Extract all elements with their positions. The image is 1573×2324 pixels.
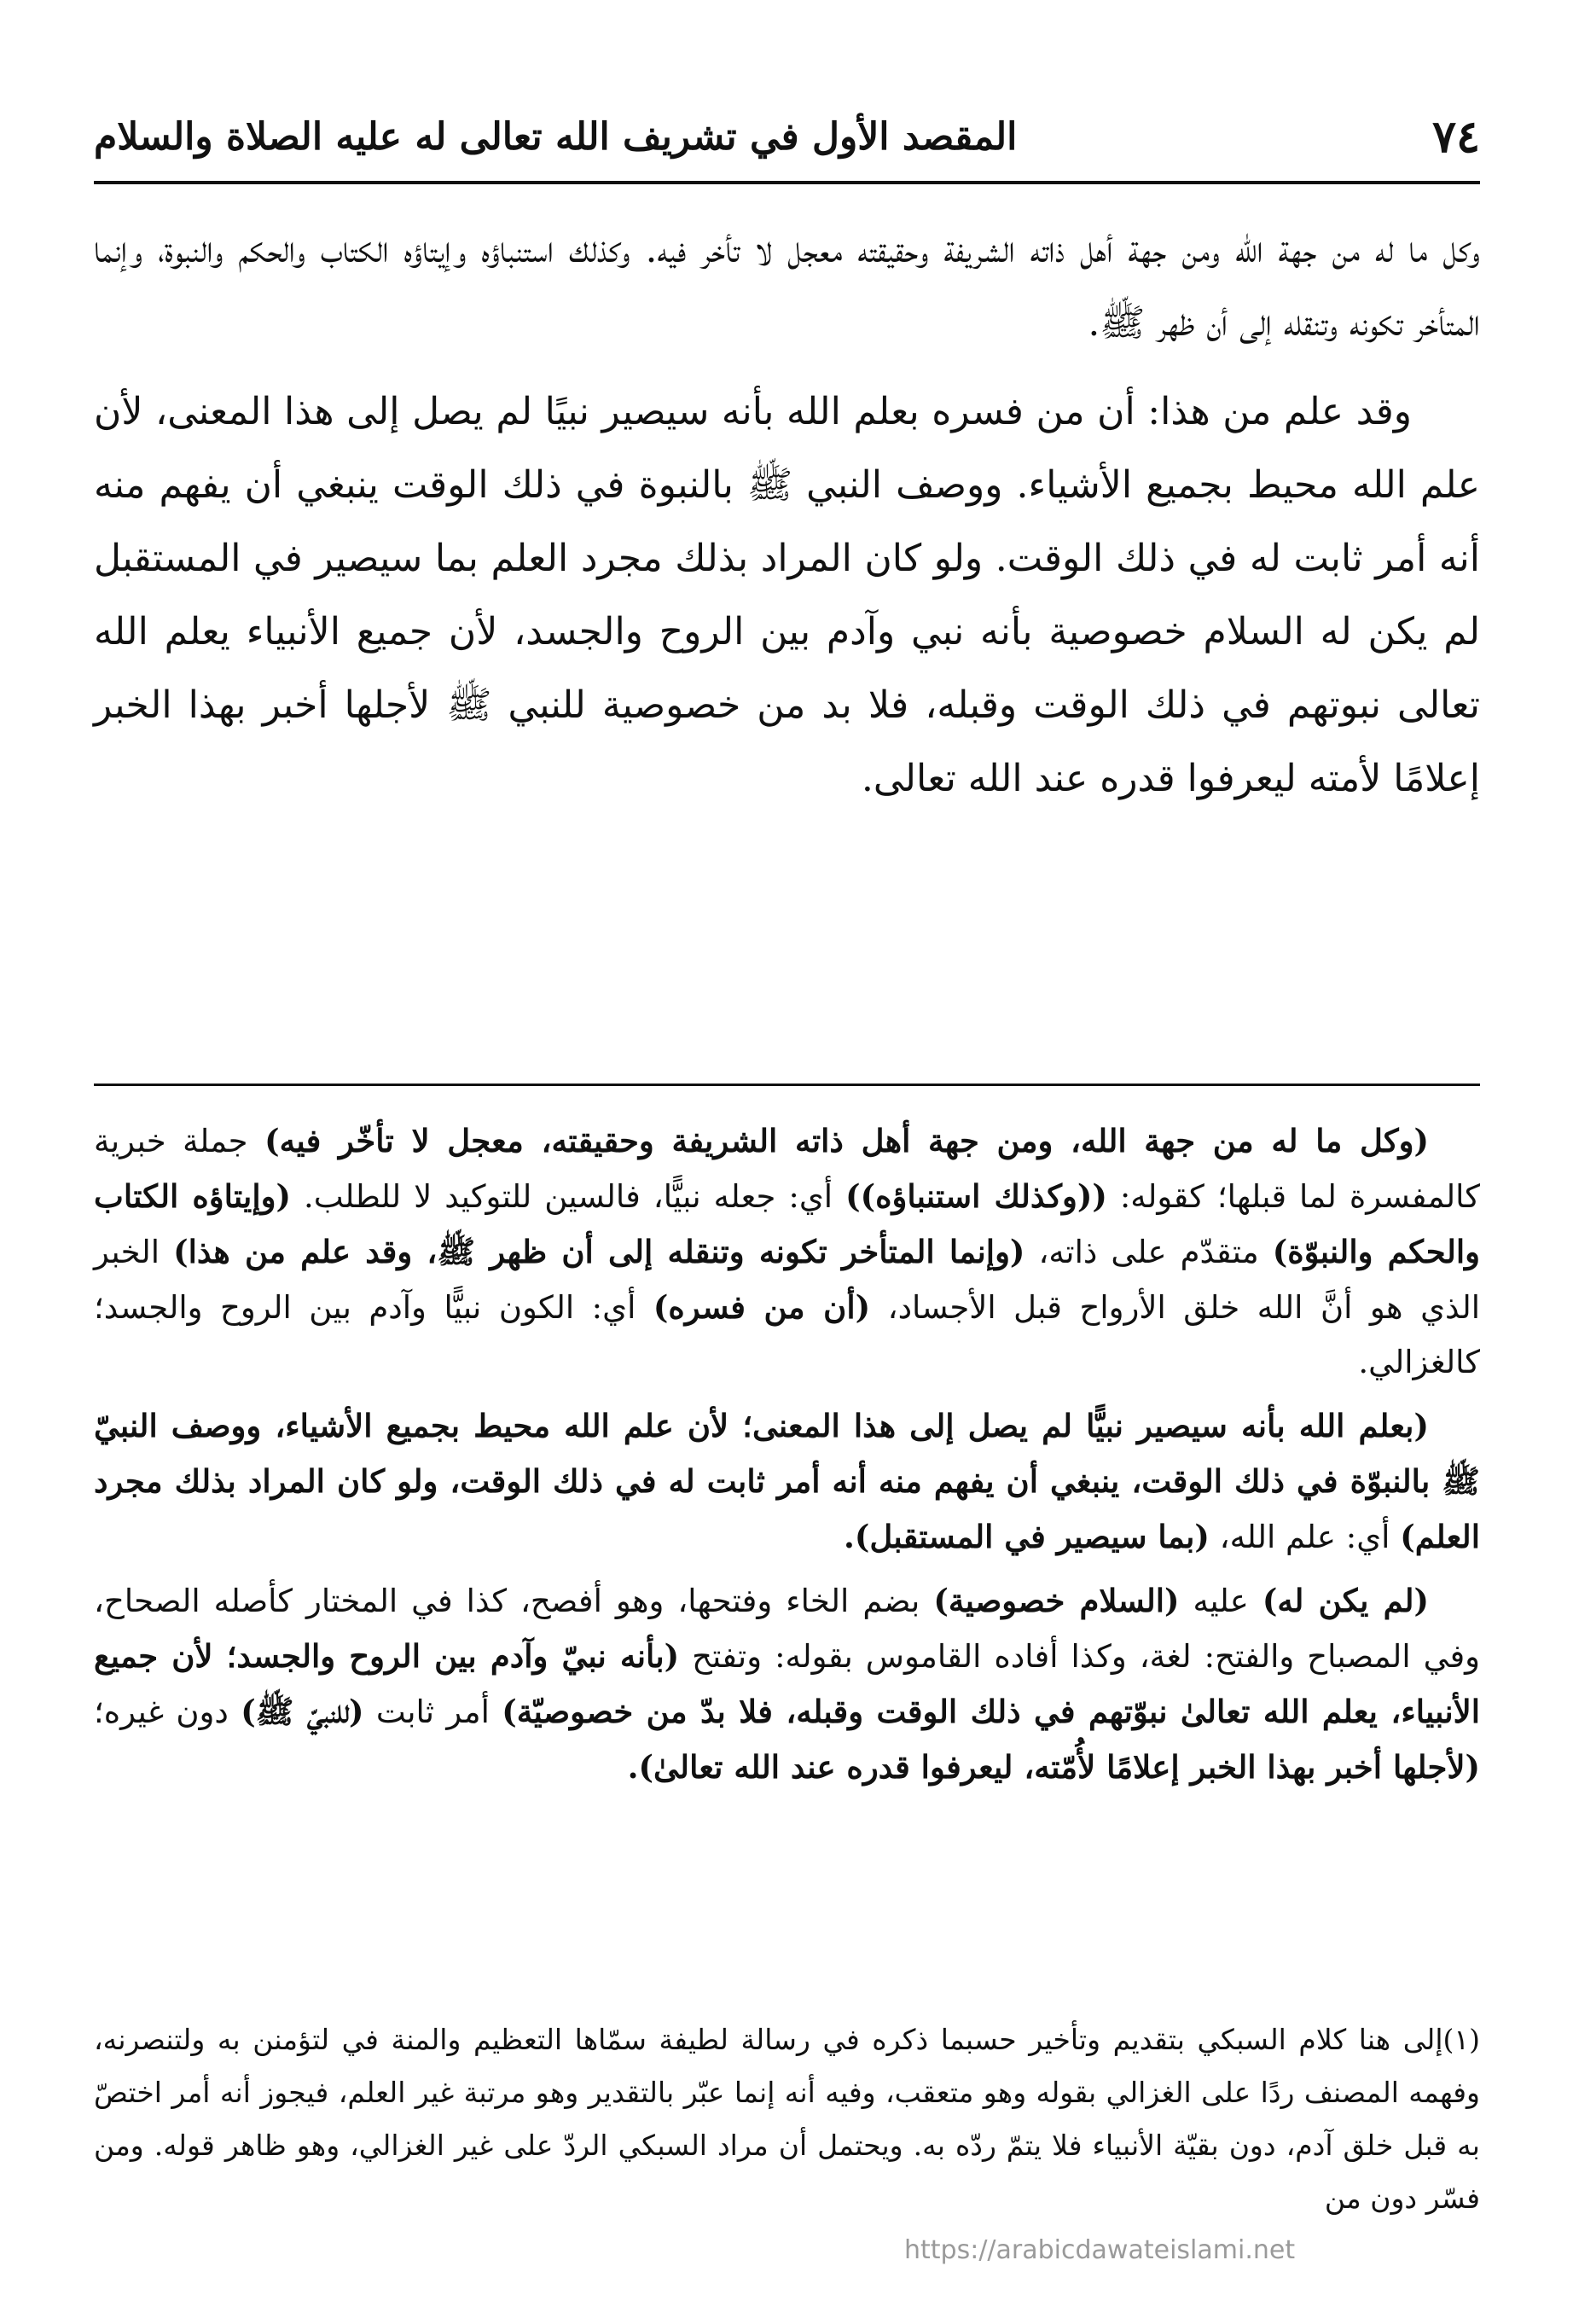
commentary-paragraph-3 (94, 1573, 1480, 1795)
commentary-divider (94, 1084, 1480, 1086)
quoted-text: (لأجلها أخبر بهذا الخبر إعلامًا لأُمّته، ليعرفوا قدره عند الله تعالىٰ). (627, 1748, 1480, 1786)
watermark-url: https://arabicdawateislami.net (904, 2235, 1296, 2265)
quoted-text: (بعلم الله بأنه سيصير نبيًّا لم يصل إلى هذا المعنى؛ لأن علم الله محيط بجميع الأشياء، ووصف النبيّ ﷺ بالنبوّة في ذلك الوقت، ينبغي أن يفهم منه أنه أمر ثابت له في ذلك الوقت، ولو كان المراد بذلك مجرد العلم) (94, 1407, 1480, 1555)
explanation-text: بضم الخاء وفتحها، وهو أفصح، كذا في المختار كأصله الصحاح، وفي المصباح والفتح: لغة، وكذا أفاده القاموس بقوله: وتفتح (94, 1583, 1481, 1675)
explanation-text: أي: علم الله، (1209, 1519, 1401, 1555)
quoted-text: (السلام خصوصية) (933, 1582, 1180, 1619)
quoted-text: (لم يكن له) (1262, 1582, 1429, 1619)
page-number: ٧٤ (1432, 110, 1480, 163)
quoted-text: (وإيتاؤه الكتاب والحكم والنبوّة) (94, 1177, 1480, 1270)
header-rule (94, 181, 1480, 184)
quoted-text: (بما سيصير في المستقبل). (844, 1518, 1210, 1555)
explanation-text: الخبر الذي هو أنَّ الله خلق الأرواح قبل الأجساد، (94, 1234, 1481, 1326)
commentary-paragraph-1 (94, 1113, 1480, 1390)
commentary-section (94, 1113, 1480, 1804)
footnote-marker: (١) (1442, 2023, 1480, 2056)
explanation-text: دون غيره؛ (94, 1694, 241, 1730)
quoted-text: (أن من فسره) (653, 1288, 871, 1326)
quoted-text: (بأنه نبيّ وآدم بين الروح والجسد؛ لأن جميع الأنبياء، يعلم الله تعالىٰ نبوّتهم في ذلك الوقت وقبله، فلا بدّ من خصوصيّة) (94, 1637, 1480, 1730)
explanation-text: أي: الكون نبيًّا وآدم بين الروح والجسد؛ كالغزالي. (94, 1289, 1480, 1380)
footnote-text: إلى هنا كلام السبكي بتقديم وتأخير حسبما ذكره في رسالة لطيفة سمّاها التعظيم والمنة في لتؤمنن به ولتنصرنه، وفهمه المصنف ردًا على الغزالي بقوله وهو متعقب، وفيه أنه إنما عبّر بالتقدير وهو مرتبة غير العلم، فيجوز أنه أمر اختصّ به قبل خلق آدم، دون بقيّة الأنبياء فلا يتمّ ردّه به. ويحتمل أن مراد السبكي الردّ على غير الغزالي، وهو ظاهر قوله. ومن فسّر دون من (94, 2023, 1480, 2215)
book-page (94, 102, 1480, 2269)
explanation-text: أمر ثابت (363, 1694, 502, 1730)
explanation-text: أي: جعله نبيًّا، فالسين للتوكيد لا للطلب. (291, 1178, 846, 1215)
running-title: المقصد الأول في تشريف الله تعالى له عليه الصلاة والسلام (94, 114, 1018, 159)
quoted-text: (للنبيّ ﷺ) (241, 1693, 364, 1730)
main-paragraph-2: وقد علم من هذا: أن من فسره بعلم الله بأنه سيصير نبيًا لم يصل إلى هذا المعنى، لأن علم الله محيط بجميع الأشياء. ووصف النبي ﷺ بالنبوة في ذلك الوقت ينبغي أن يفهم منه أنه أمر ثابت له في ذلك الوقت. ولو كان المراد بذلك مجرد العلم بما سيصير في المستقبل لم يكن له السلام خصوصية بأنه نبي وآدم بين الروح والجسد، لأن جميع الأنبياء يعلم الله تعالى نبوتهم في ذلك الوقت وقبله، فلا بد من خصوصية للنبي ﷺ لأجلها أخبر بهذا الخبر إعلامًا لأمته ليعرفوا قدره عند الله تعالى. (94, 390, 1480, 800)
quoted-text: ((وكذلك استنباؤه)) (845, 1177, 1107, 1215)
page-header (94, 102, 1480, 171)
footnote (94, 2013, 1480, 2225)
commentary-paragraph-2 (94, 1398, 1480, 1565)
explanation-text: جملة خبرية كالمفسرة لما قبلها؛ كقوله: (94, 1123, 1480, 1215)
main-paragraph-1: وكل ما له من جهة الله ومن جهة أهل ذاته الشريفة وحقيقته معجل لا تأخر فيه. وكذلك استنباؤه وإيتاؤه الكتاب والحكم والنبوة، وإنما المتأخر تكونه وتنقله إلى أن ظهر ﷺ. (94, 228, 1480, 345)
quoted-text: (وكل ما له من جهة الله، ومن جهة أهل ذاته الشريفة وحقيقته، معجل لا تأخّر فيه) (264, 1122, 1429, 1159)
main-text (94, 213, 1480, 816)
explanation-text: عليه (1179, 1583, 1262, 1619)
quoted-text: (وإنما المتأخر تكونه وتنقله إلى أن ظهر ﷺ، وقد علم من هذا) (173, 1233, 1025, 1270)
explanation-text: متقدّم على ذاته، (1024, 1234, 1273, 1270)
